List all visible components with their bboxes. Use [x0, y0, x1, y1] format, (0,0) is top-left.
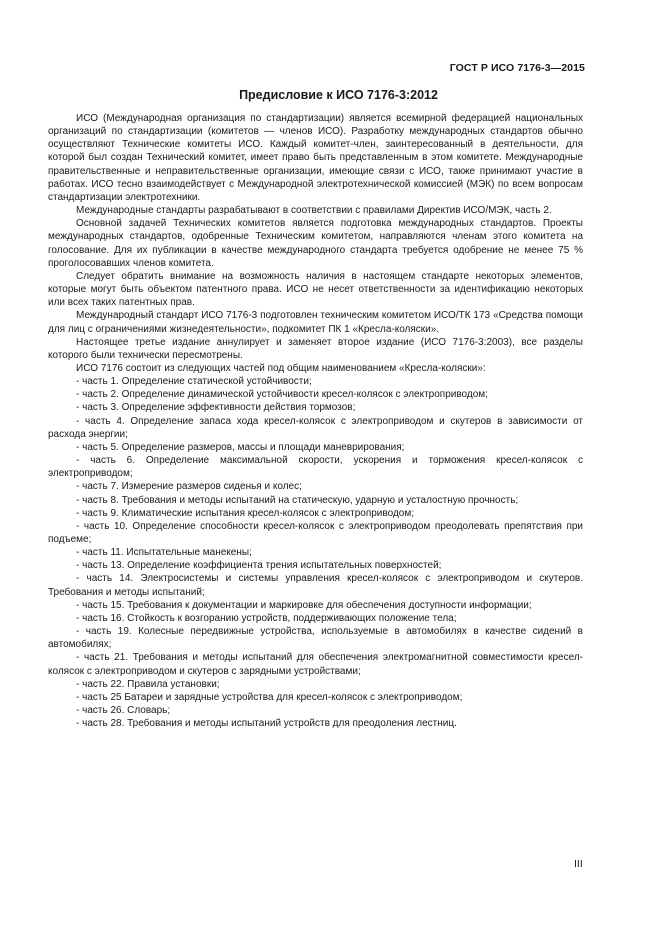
list-item: - часть 13. Определение коэффициента трения испытательных поверхностей;: [76, 560, 442, 572]
list-item: - часть 11. Испытательные манекены;: [76, 547, 252, 559]
list-item: - часть 15. Требования к документации и маркировке для обеспечения доступности информации;: [76, 599, 532, 611]
list-item: - часть 10. Определение способности кресел-колясок с электроприводом преодолевать препятствия при подъеме;: [48, 520, 583, 545]
page-number: III: [574, 858, 583, 870]
list-item: - часть 25 Батареи и зарядные устройства для кресел-колясок с электроприводом;: [76, 691, 463, 703]
list-item: - часть 4. Определение запаса хода кресел-колясок с электроприводом и скутеров в зависимости от расхода энергии;: [48, 415, 583, 440]
paragraph-iso-intro: ИСО (Международная организация по стандартизации) является всемирной федерацией национальных организаций по стандартизации (комитетов — членов ИСО). Разработку международных стандартов обычно осуществляют Технические комитеты ИСО. Каждый комитет-член, заинтересованный в деятельности, для которой был создан Технический комитет, имеет право быть представленным в этом комитете. Международные правительственные и неправительственные организации, имеющие связи с ИСО, также принимают участие в работах. ИСО тесно взаимодействует с Международной электротехнической комиссией (МЭК) по всем вопросам стандартизации электротехники.: [48, 113, 583, 203]
paragraph-patent-notice: Следует обратить внимание на возможность наличия в настоящем стандарте некоторых элементов, которые могут быть объектом патентного права. ИСО не несет ответственности за идентификацию некоторых или всех таких патентных прав.: [48, 270, 583, 309]
list-item: - часть 1. Определение статической устойчивости;: [76, 376, 312, 388]
list-item: - часть 21. Требования и методы испытаний для обеспечения электромагнитной совместимости кресел-колясок с электроприводом и скутеров с зарядными устройствами;: [48, 652, 583, 677]
paragraph-technical-committees: Основной задачей Технических комитетов является подготовка международных стандартов. Проекты международных стандартов, одобренные Техническим комитетом, направляются членам этого комитета на голосование. Для их публикации в качестве международного стандарта требуется одобрение не менее 75 % проголосовавших членов комитета.: [48, 218, 583, 269]
list-item: - часть 26. Словарь;: [76, 705, 171, 717]
list-item: - часть 6. Определение максимальной скорости, ускорения и торможения кресел-колясок с электроприводом;: [48, 455, 583, 480]
list-item: - часть 2. Определение динамической устойчивости кресел-колясок с электроприводом;: [76, 389, 488, 401]
paragraph-directives: Международные стандарты разрабатывают в соответствии с правилами Директив ИСО/МЭК, часть 2.: [76, 205, 552, 217]
list-item: - часть 16. Стойкость к возгоранию устройств, поддерживающих положение тела;: [76, 612, 457, 624]
section-title: Предисловие к ИСО 7176-3:2012: [239, 88, 438, 102]
list-item: - часть 7. Измерение размеров сиденья и колес;: [76, 481, 302, 493]
list-item: - часть 28. Требования и методы испытаний устройств для преодоления лестниц.: [76, 718, 457, 730]
paragraph-prepared-by: Международный стандарт ИСО 7176-3 подготовлен техническим комитетом ИСО/ТК 173 «Средства помощи для лиц с ограничениями жизнедеятельности», подкомитет ПК 1 «Кресла-коляски».: [48, 310, 583, 335]
paragraph-edition: Настоящее третье издание аннулирует и заменяет второе издание (ИСО 7176-3:2003), все разделы которого были технически пересмотрены.: [48, 336, 583, 361]
list-item: - часть 8. Требования и методы испытаний на статическую, ударную и усталостную прочность;: [76, 494, 519, 506]
document-code-header: ГОСТ Р ИСО 7176-3—2015: [449, 62, 585, 74]
list-item: - часть 3. Определение эффективности действия тормозов;: [76, 402, 356, 414]
paragraph-parts-intro: ИСО 7176 состоит из следующих частей под общим наименованием «Кресла-коляски»:: [76, 362, 486, 374]
list-item: - часть 5. Определение размеров, массы и площади маневрирования;: [76, 441, 405, 453]
list-item: - часть 14. Электросистемы и системы управления кресел-колясок с электроприводом и скутеров. Требования и методы испытаний;: [48, 573, 583, 598]
list-item: - часть 9. Климатические испытания кресел-колясок с электроприводом;: [76, 507, 414, 519]
list-item: - часть 19. Колесные передвижные устройства, используемые в автомобилях в качестве сидений в автомобилях;: [48, 626, 583, 651]
list-item: - часть 22. Правила установки;: [76, 678, 220, 690]
document-body: [48, 112, 583, 730]
